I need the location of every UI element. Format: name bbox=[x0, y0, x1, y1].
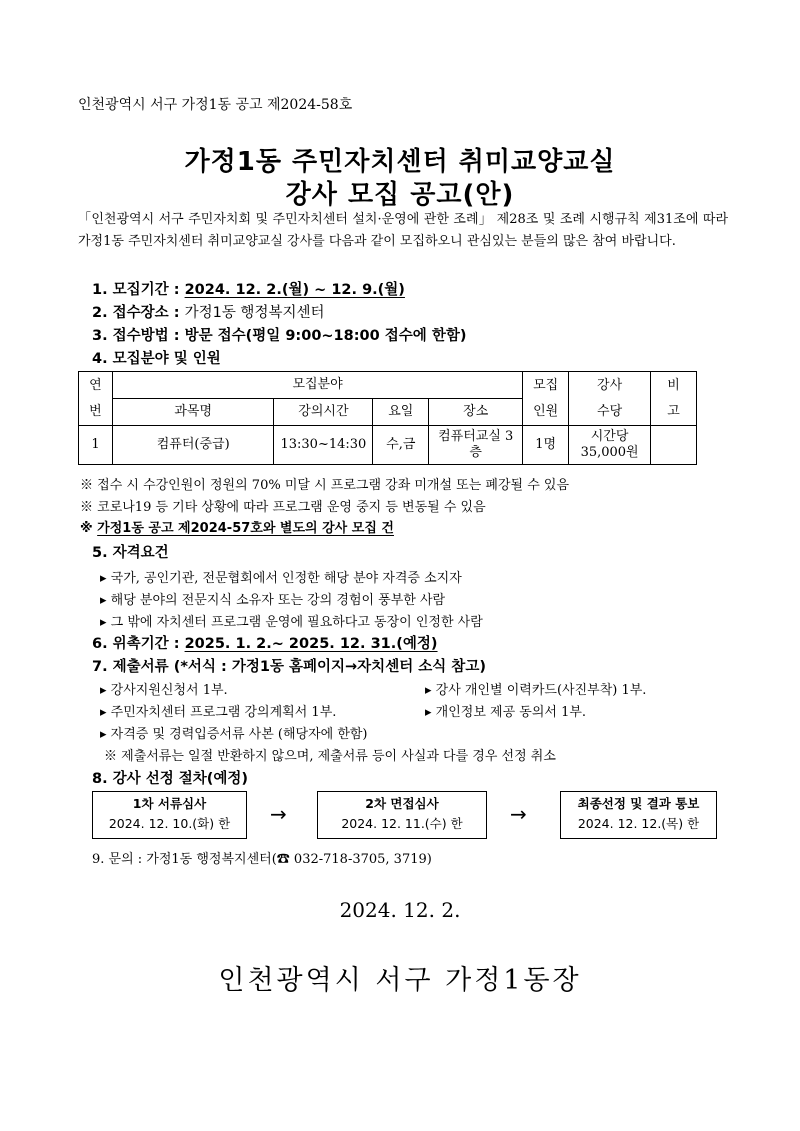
step-1-date: 2024. 12. 10.(화) 한 bbox=[108, 816, 231, 831]
procedure-heading: 8. 강사 선정 절차(예정) bbox=[92, 771, 249, 787]
signer: 인천광역시 서구 가정1동장 bbox=[218, 965, 582, 996]
documents-note: ※ 제출서류는 일절 반환하지 않으며, 제출서류 등이 사실과 다를 경우 선정 취소 bbox=[104, 749, 556, 764]
step-3-date: 2024. 12. 12.(목) 한 bbox=[577, 816, 700, 831]
procedure-step-3 bbox=[560, 791, 717, 839]
qualification-heading: 5. 자격요건 bbox=[92, 545, 169, 561]
reception-place-label: 2. 접수장소 : bbox=[92, 305, 185, 321]
cell-day: 수,금 bbox=[373, 426, 429, 465]
document-item: ▸ 강사지원신청서 1부. bbox=[100, 683, 228, 698]
notice-number: 인천광역시 서구 가정1동 공고 제2024-58호 bbox=[78, 97, 353, 113]
reception-method-label: 3. 접수방법 : bbox=[92, 328, 185, 344]
step-1-title: 1차 서류심사 bbox=[132, 796, 207, 811]
procedure-step-2 bbox=[317, 791, 487, 839]
qualification-item: ▸ 그 밖에 자치센터 프로그램 운영에 필요하다고 동장이 인정한 사람 bbox=[100, 615, 483, 630]
note-3-prefix: ※ bbox=[80, 521, 98, 536]
header-place: 장소 bbox=[429, 399, 523, 426]
inquiry: 9. 문의 : 가정1동 행정복지센터(☎ 032-718-3705, 3719) bbox=[92, 852, 432, 867]
document-item: ▸ 개인정보 제공 동의서 1부. bbox=[425, 705, 587, 720]
header-field: 모집분야 bbox=[112, 372, 522, 399]
cell-no: 1 bbox=[79, 426, 113, 465]
cell-remark bbox=[651, 426, 697, 465]
note-3-text: 가정1동 공고 제2024-57호와 별도의 강사 모집 건 bbox=[97, 521, 394, 536]
reception-place bbox=[92, 301, 324, 322]
intro-paragraph: 「인천광역시 서구 주민자치회 및 주민자치센터 설치·운영에 관한 조례」 제28조 및 조례 시행규칙 제31조에 따라 가정1동 주민자치센터 취미교양교실 강사를 다음과 같이 모집하오니 관심있는 분들의 많은 참여 바랍니다. bbox=[78, 212, 728, 249]
cell-time: 13:30~14:30 bbox=[274, 426, 373, 465]
recruit-period-value: 2024. 12. 2.(월) ~ 12. 9.(월) bbox=[184, 282, 405, 298]
reception-method bbox=[92, 324, 466, 345]
term-label: 6. 위촉기간 : bbox=[92, 636, 185, 652]
title-line-2: 강사 모집 공고(안) bbox=[285, 180, 515, 210]
term-value: 2025. 1. 2.~ 2025. 12. 31.(예정) bbox=[184, 636, 438, 652]
step-2-title: 2차 면접심사 bbox=[365, 796, 439, 811]
documents-heading: 7. 제출서류 (*서식 : 가정1동 홈페이지→자치센터 소식 참고) bbox=[92, 659, 486, 675]
header-subject: 과목명 bbox=[112, 399, 274, 426]
reception-place-value: 가정1동 행정복지센터 bbox=[184, 305, 325, 321]
recruit-field-heading: 4. 모집분야 및 인원 bbox=[92, 351, 221, 367]
note-2: ※ 코로나19 등 기타 상황에 따라 프로그램 운영 중지 등 변동될 수 있음 bbox=[80, 500, 486, 515]
cell-place: 컴퓨터교실 3층 bbox=[429, 426, 523, 465]
step-3-title: 최종선정 및 결과 통보 bbox=[577, 796, 700, 811]
qualification-item: ▸ 국가, 공인기관, 전문협회에서 인정한 해당 분야 자격증 소지자 bbox=[100, 571, 462, 586]
procedure-step-1 bbox=[92, 791, 247, 839]
document-item: ▸ 주민자치센터 프로그램 강의계획서 1부. bbox=[100, 705, 337, 720]
recruit-period-label: 1. 모집기간 : bbox=[92, 282, 185, 298]
header-remark: 비고 bbox=[651, 372, 697, 426]
title-line-1: 가정1동 주민자치센터 취미교양교실 bbox=[184, 147, 616, 177]
header-day: 요일 bbox=[373, 399, 429, 426]
recruit-period bbox=[92, 278, 405, 299]
cell-subject: 컴퓨터(중급) bbox=[112, 426, 274, 465]
reception-method-value: 방문 접수(평일 9:00~18:00 접수에 한함) bbox=[184, 328, 467, 344]
term bbox=[92, 632, 438, 653]
recruit-table bbox=[78, 371, 697, 465]
document-item: ▸ 강사 개인별 이력카드(사진부착) 1부. bbox=[425, 683, 647, 698]
table-row bbox=[79, 426, 697, 465]
cell-fee: 시간당 35,000원 bbox=[569, 426, 651, 465]
qualification-item: ▸ 해당 분야의 전문지식 소유자 또는 강의 경험이 풍부한 사람 bbox=[100, 593, 446, 608]
note-1: ※ 접수 시 수강인원이 정원의 70% 미달 시 프로그램 강좌 미개설 또는 폐강될 수 있음 bbox=[80, 478, 570, 493]
header-no: 연번 bbox=[79, 372, 113, 426]
header-time: 강의시간 bbox=[274, 399, 373, 426]
notice-date: 2024. 12. 2. bbox=[339, 898, 461, 922]
cell-count: 1명 bbox=[523, 426, 569, 465]
header-count: 모집인원 bbox=[523, 372, 569, 426]
right-arrow-icon: → bbox=[270, 802, 287, 826]
note-3 bbox=[80, 517, 394, 536]
step-2-date: 2024. 12. 11.(수) 한 bbox=[341, 816, 463, 831]
header-fee: 강사수당 bbox=[569, 372, 651, 426]
right-arrow-icon: → bbox=[510, 802, 527, 826]
document-item: ▸ 자격증 및 경력입증서류 사본 (해당자에 한함) bbox=[100, 727, 368, 742]
